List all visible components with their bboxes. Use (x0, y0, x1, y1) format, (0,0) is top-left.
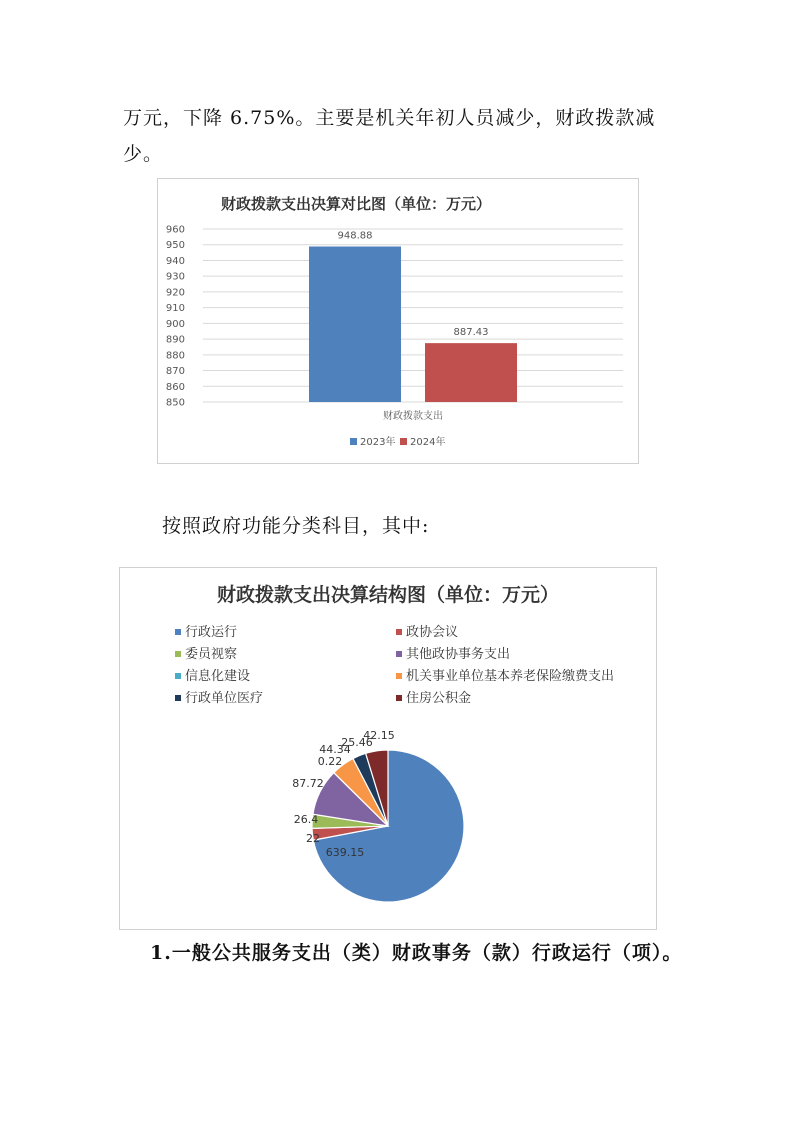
legend-swatch (396, 651, 402, 657)
pie-data-label: 0.22 (317, 755, 343, 768)
y-tick-label: 890 (165, 334, 185, 346)
bar-chart-title: 财政拨款支出决算对比图（单位：万元） (220, 195, 492, 213)
legend-swatch (175, 629, 181, 635)
y-tick-label: 930 (165, 271, 185, 283)
legend-swatch (350, 438, 357, 445)
legend-swatch (396, 673, 402, 679)
legend-label: 机关事业单位基本养老保险缴费支出 (406, 669, 615, 684)
y-tick-label: 940 (165, 255, 185, 267)
y-tick-label: 920 (165, 287, 185, 299)
y-tick-label: 950 (165, 240, 185, 252)
y-tick-label: 850 (165, 397, 185, 409)
paragraph-decrease: 万元，下降 6.75%。主要是机关年初人员减少，财政拨款减少。 (123, 107, 656, 165)
pie-data-label: 44.34 (319, 743, 351, 756)
legend-swatch (175, 673, 181, 679)
pie-chart (120, 568, 656, 929)
legend-swatch (175, 695, 181, 701)
y-tick-label: 960 (165, 224, 185, 236)
legend-label: 信息化建设 (185, 669, 251, 684)
legend-swatch (396, 695, 402, 701)
pie-data-label: 22 (306, 832, 320, 845)
bar-data-label: 887.43 (453, 327, 489, 339)
y-tick-label: 900 (165, 318, 185, 330)
pie-chart-title: 财政拨款支出决算结构图（单位：万元） (216, 584, 560, 606)
bar-2023年 (309, 246, 401, 402)
bar-2024年 (425, 343, 517, 402)
bar-chart (158, 179, 638, 463)
legend-label: 行政运行 (185, 625, 238, 640)
pie-data-label: 639.15 (325, 846, 365, 859)
pie-data-label: 25.46 (341, 736, 373, 749)
legend-label: 2024年 (410, 437, 446, 448)
pie-chart-container (119, 567, 657, 930)
pie-data-label: 87.72 (292, 777, 324, 790)
legend-label: 委员视察 (185, 647, 238, 662)
legend-label: 政协会议 (406, 625, 459, 640)
x-category-label: 财政拨款支出 (383, 411, 443, 422)
y-tick-label: 880 (165, 350, 185, 362)
y-tick-label: 910 (165, 303, 185, 315)
y-tick-label: 860 (165, 381, 185, 393)
bar-chart-container (157, 178, 639, 464)
legend-label: 行政单位医疗 (185, 691, 264, 706)
legend-label: 住房公积金 (406, 691, 472, 706)
pie-data-label: 42.15 (363, 729, 395, 742)
bar-data-label: 948.88 (337, 230, 373, 242)
pie-data-label: 26.4 (293, 813, 319, 826)
legend-swatch (396, 629, 402, 635)
legend-swatch (175, 651, 181, 657)
y-tick-label: 870 (165, 366, 185, 378)
legend-label: 2023年 (360, 437, 396, 448)
section-heading: 1.一般公共服务支出（类）财政事务（款）行政运行（项）。 (150, 942, 683, 964)
paragraph-classification: 按照政府功能分类科目，其中: (162, 515, 430, 537)
legend-swatch (400, 438, 407, 445)
legend-label: 其他政协事务支出 (406, 647, 511, 662)
